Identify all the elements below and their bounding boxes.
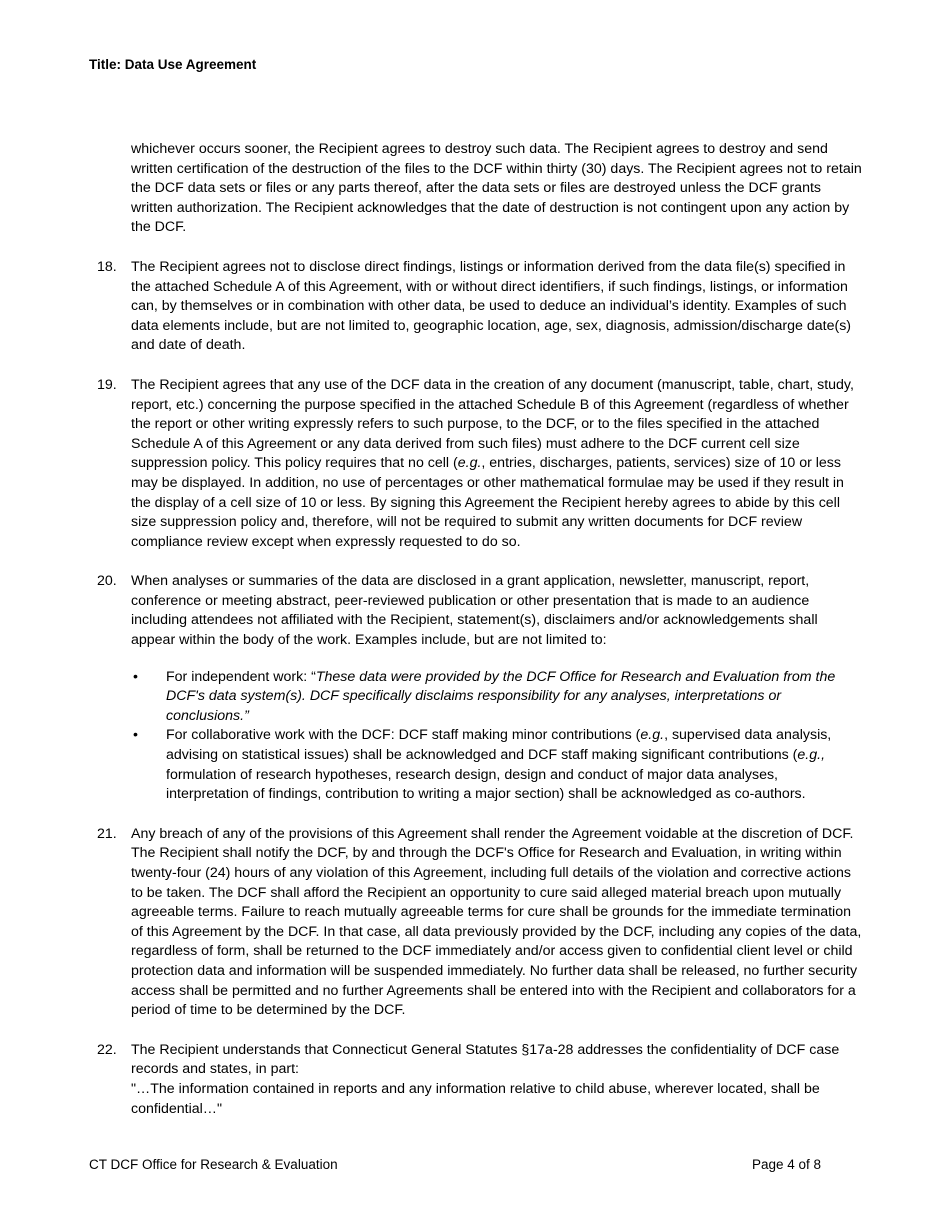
clause-text: When analyses or summaries of the data are disclosed in a grant application, newsletter, manuscript, report, conference or meeting abstract, peer-reviewed publication or other presentation that is made to an audience including attendees not affiliated with the Recipient, statement(s), disclaimers and/or acknowledgements shall appear within the body of the work. Examples include, but are not limited to:	[131, 573, 818, 649]
clause-text: Any breach of any of the provisions of this Agreement shall render the Agreement voidable at the discretion of DCF. The Recipient shall notify the DCF, by and through the DCF's Office for Research and Evaluation, in writing within twenty-four (24) hours of any violation of this Agreement, including full details of the violation and corrective actions to be taken. The DCF shall afford the Recipient an opportunity to cure said alleged material breach upon mutually agreeable terms. Failure to reach mutually agreeable terms for cure shall be grounds for the immediate termination of this Agreement by the DCF. In that case, all data previously provided by the DCF, including any copies of the data, regardless of form, shall be returned to the DCF immediately and/or access given to confidential client level or child protection data and information will be suspended immediately. No further data shall be released, no further security access shall be permitted and no further Agreements shall be entered into with the Recipient and collaborators for a period of time to be determined by the DCF.	[131, 825, 862, 1019]
clause-text: The Recipient agrees not to disclose direct findings, listings or information derived from the data file(s) specified in the attached Schedule A of this Agreement, with or without direct identifiers, if such findings, listings, or information can, by themselves or in combination with other data, be used to deduce an individual’s identity. Examples of such data elements include, but are not limited to, geographic location, age, sex, diagnosis, admission/discharge date(s) and date of death.	[131, 258, 852, 354]
italic-abbrev: e.g.	[457, 455, 482, 472]
clause-text	[131, 376, 864, 552]
clause-21	[89, 825, 864, 1021]
text-segment: , supervised data analysis, advising on statistical issues) shall be acknowledged and DCF staff making significant contributions (	[166, 727, 832, 764]
acknowledgement-quote: These data were provided by the DCF Office for Research and Evaluation from the DCF's data system(s). DCF specifically disclaims responsibility for any analyses, interpretations or conclusions.”	[166, 668, 836, 724]
document-title: Title: Data Use Agreement	[89, 57, 257, 72]
continued-paragraph: whichever occurs sooner, the Recipient agrees to destroy such data. The Recipient agrees to destroy and send written certification of the destruction of the files to the DCF within thirty (30) days. The Recipient agrees not to retain the DCF data sets or files or any parts thereof, after the data sets or files are destroyed unless the DCF grants written authorization. The Recipient acknowledges that the date of destruction is not contingent upon any action by the DCF.	[131, 141, 862, 236]
document-body	[89, 140, 864, 1139]
clause-number: 21.	[97, 825, 117, 842]
clause-text: The Recipient understands that Connecticut General Statutes §17a-28 addresses the confidentiality of DCF case records and states, in part:	[131, 1041, 840, 1078]
list-item	[131, 726, 864, 804]
clause-number: 20.	[97, 573, 117, 590]
text-segment: For collaborative work with the DCF: DCF staff making minor contributions (	[166, 727, 641, 744]
clause-22	[89, 1041, 864, 1119]
text-segment: For independent work: “	[166, 668, 316, 685]
text-segment: The Recipient agrees that any use of the DCF data in the creation of any document (manuscript, table, chart, study, report, etc.) concerning the purpose specified in the attached Schedule B of this Agreement (regardless of whether the report or other writing expressly refers to such purpose, to the DCF, or to the files specified in the attached Schedule A of this Agreement or any data derived from such files) must adhere to the DCF current cell size suppression policy. This policy requires that no cell (	[131, 376, 854, 472]
clause-19	[89, 376, 864, 552]
bullet-icon: •	[133, 727, 138, 744]
examples-list	[131, 668, 864, 805]
text-segment: , entries, discharges, patients, services) size of 10 or less may be displayed. In addition, no use of percentages or other mathematical formulae may be used if they result in the display of a cell size of 10 or less. By signing this Agreement the Recipient hereby agrees to abide by this cell size suppression policy and, therefore, will not be required to submit any written documents for DCF review compliance review except when expressly requested to do so.	[131, 455, 844, 550]
italic-abbrev: e.g.	[640, 727, 665, 744]
list-item	[131, 668, 864, 727]
italic-abbrev: e.g.,	[797, 747, 826, 764]
text-segment: formulation of research hypotheses, research design, design and conduct of major data analyses, interpretation of findings, contribution to writing a major section) shall be acknowledged as co-authors.	[166, 766, 806, 803]
page-number: Page 4 of 8	[752, 1157, 822, 1172]
clause-number: 19.	[97, 376, 117, 393]
footer-organization: CT DCF Office for Research & Evaluation	[89, 1157, 338, 1172]
statute-quote: "…The information contained in reports and any information relative to child abuse, wherever located, shall be confidential…"	[131, 1080, 820, 1117]
clause-number: 22.	[97, 1041, 117, 1058]
clause-18	[89, 258, 864, 356]
clause-20	[89, 572, 864, 805]
bullet-icon: •	[133, 668, 138, 685]
clause-number: 18.	[97, 258, 117, 275]
